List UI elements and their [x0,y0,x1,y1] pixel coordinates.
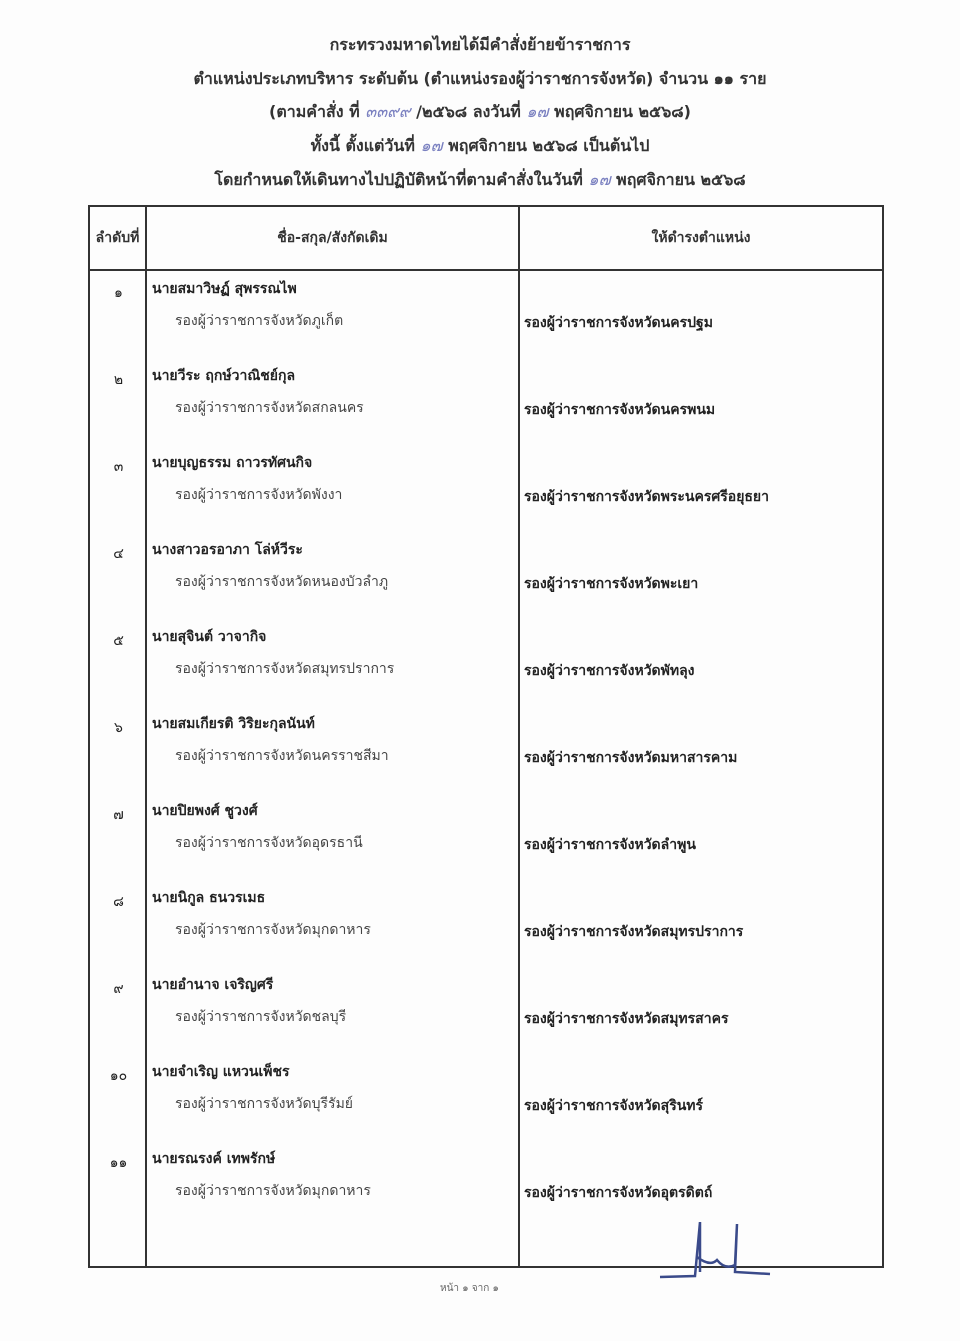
person-name: นายสมาวิษฏ์ สุพรรณไพ [152,281,297,297]
table-row [90,447,882,534]
row-number: ๗ [113,807,124,823]
order-date-label: /๒๕๖๘ ลงวันที่ [416,102,521,121]
row-number: ๑๐ [109,1068,128,1084]
new-position: รองผู้ว่าราชการจังหวัดมหาสารคาม [524,750,738,766]
new-position: รองผู้ว่าราชการจังหวัดสมุทรปราการ [524,924,744,940]
title-line-2: ตำแหน่งประเภทบริหาร ระดับต้น (ตำแหน่งรองผู้ว่าราชการจังหวัด) จำนวน ๑๑ ราย [193,69,767,88]
person-name: นายวีระ ฤกษ์วาณิชย์กุล [152,368,296,384]
row-number: ๑ [114,285,123,301]
previous-position: รองผู้ว่าราชการจังหวัดสมุทรปราการ [175,661,395,677]
new-position: รองผู้ว่าราชการจังหวัดนครปฐม [524,315,713,331]
new-position: รองผู้ว่าราชการจังหวัดพระนครศรีอยุธยา [524,489,769,505]
col-name: ชื่อ-สกุล/สังกัดเดิม [277,230,388,246]
new-position: รองผู้ว่าราชการจังหวัดพัทลุง [524,663,695,679]
row-number: ๓ [113,459,124,475]
person-name: นายสุจินต์ วาจากิจ [152,629,267,645]
previous-position: รองผู้ว่าราชการจังหวัดสกลนคร [175,400,364,416]
effective-label: ทั้งนี้ ตั้งแต่วันที่ [310,136,415,155]
table-row [90,1056,882,1143]
row-number: ๖ [114,720,123,736]
previous-position: รองผู้ว่าราชการจังหวัดมุกดาหาร [175,922,371,938]
person-name: นางสาวอรอาภา โล่ห์วีระ [152,542,303,558]
previous-position: รองผู้ว่าราชการจังหวัดชลบุรี [175,1009,347,1025]
title-line-4 [0,135,960,157]
table-row [90,882,882,969]
travel-day: ๑๗ [588,170,611,189]
new-position: รองผู้ว่าราชการจังหวัดสุรินทร์ [524,1098,704,1114]
header-divider [90,269,882,271]
person-name: นายสมเกียรติ วิริยะกุลนันท์ [152,716,315,732]
table-row [90,795,882,882]
person-name: นายบุญธรรม ถาวรทัศนกิจ [152,455,313,471]
page-number: หน้า ๑ จาก ๑ [440,1283,499,1294]
row-number: ๕ [113,633,124,649]
new-position: รองผู้ว่าราชการจังหวัดลำพูน [524,837,696,853]
col-number: ลำดับที่ [95,230,140,246]
table-row [90,621,882,708]
person-name: นายจำเริญ แหวนเพ็ชร [152,1064,290,1080]
person-name: นายอำนาจ เจริญศรี [152,977,274,993]
previous-position: รองผู้ว่าราชการจังหวัดหนองบัวลำภู [175,574,389,590]
row-number: ๙ [113,981,124,997]
transfer-table [88,205,884,1268]
previous-position: รองผู้ว่าราชการจังหวัดพังงา [175,487,343,503]
effective-month-year: พฤศจิกายน ๒๕๖๘ เป็นต้นไป [448,136,650,155]
new-position: รองผู้ว่าราชการจังหวัดพะเยา [524,576,699,592]
table-row [90,534,882,621]
col-new-position: ให้ดำรงตำแหน่ง [651,230,751,246]
order-number: ๓๓๙๙ [365,102,411,121]
new-position: รองผู้ว่าราชการจังหวัดนครพนม [524,402,716,418]
signature [655,1222,775,1292]
table-row [90,1143,882,1230]
table-row [90,360,882,447]
previous-position: รองผู้ว่าราชการจังหวัดมุกดาหาร [175,1183,371,1199]
table-row [90,273,882,360]
previous-position: รองผู้ว่าราชการจังหวัดบุรีรัมย์ [175,1096,354,1112]
new-position: รองผู้ว่าราชการจังหวัดอุตรดิตถ์ [524,1185,713,1201]
travel-month-year: พฤศจิกายน ๒๕๖๘ [616,170,746,189]
table-row [90,969,882,1056]
title-line-1: กระทรวงมหาดไทยได้มีคำสั่งย้ายข้าราชการ [329,35,631,54]
row-number: ๒ [113,372,124,388]
row-number: ๑๑ [109,1155,128,1171]
previous-position: รองผู้ว่าราชการจังหวัดภูเก็ต [175,313,344,329]
row-number: ๘ [113,894,124,910]
table-row [90,708,882,795]
order-month-year: พฤศจิกายน ๒๕๖๘) [554,102,691,121]
person-name: นายรณรงค์ เทพรักษ์ [152,1151,276,1167]
travel-label: โดยกำหนดให้เดินทางไปปฏิบัติหน้าที่ตามคำสั่งในวันที่ [214,170,583,189]
row-number: ๔ [113,546,124,562]
order-label: (ตามคำสั่ง ที่ [269,102,360,121]
order-day: ๑๗ [526,102,549,121]
person-name: นายนิกูล ธนวรเมธ [152,890,266,906]
effective-day: ๑๗ [420,136,443,155]
new-position: รองผู้ว่าราชการจังหวัดสมุทรสาคร [524,1011,729,1027]
previous-position: รองผู้ว่าราชการจังหวัดนครราชสีมา [175,748,389,764]
person-name: นายปิยพงศ์ ชูวงศ์ [152,803,258,819]
previous-position: รองผู้ว่าราชการจังหวัดอุดรธานี [175,835,363,851]
title-line-5 [0,169,960,191]
title-line-3 [0,101,960,123]
